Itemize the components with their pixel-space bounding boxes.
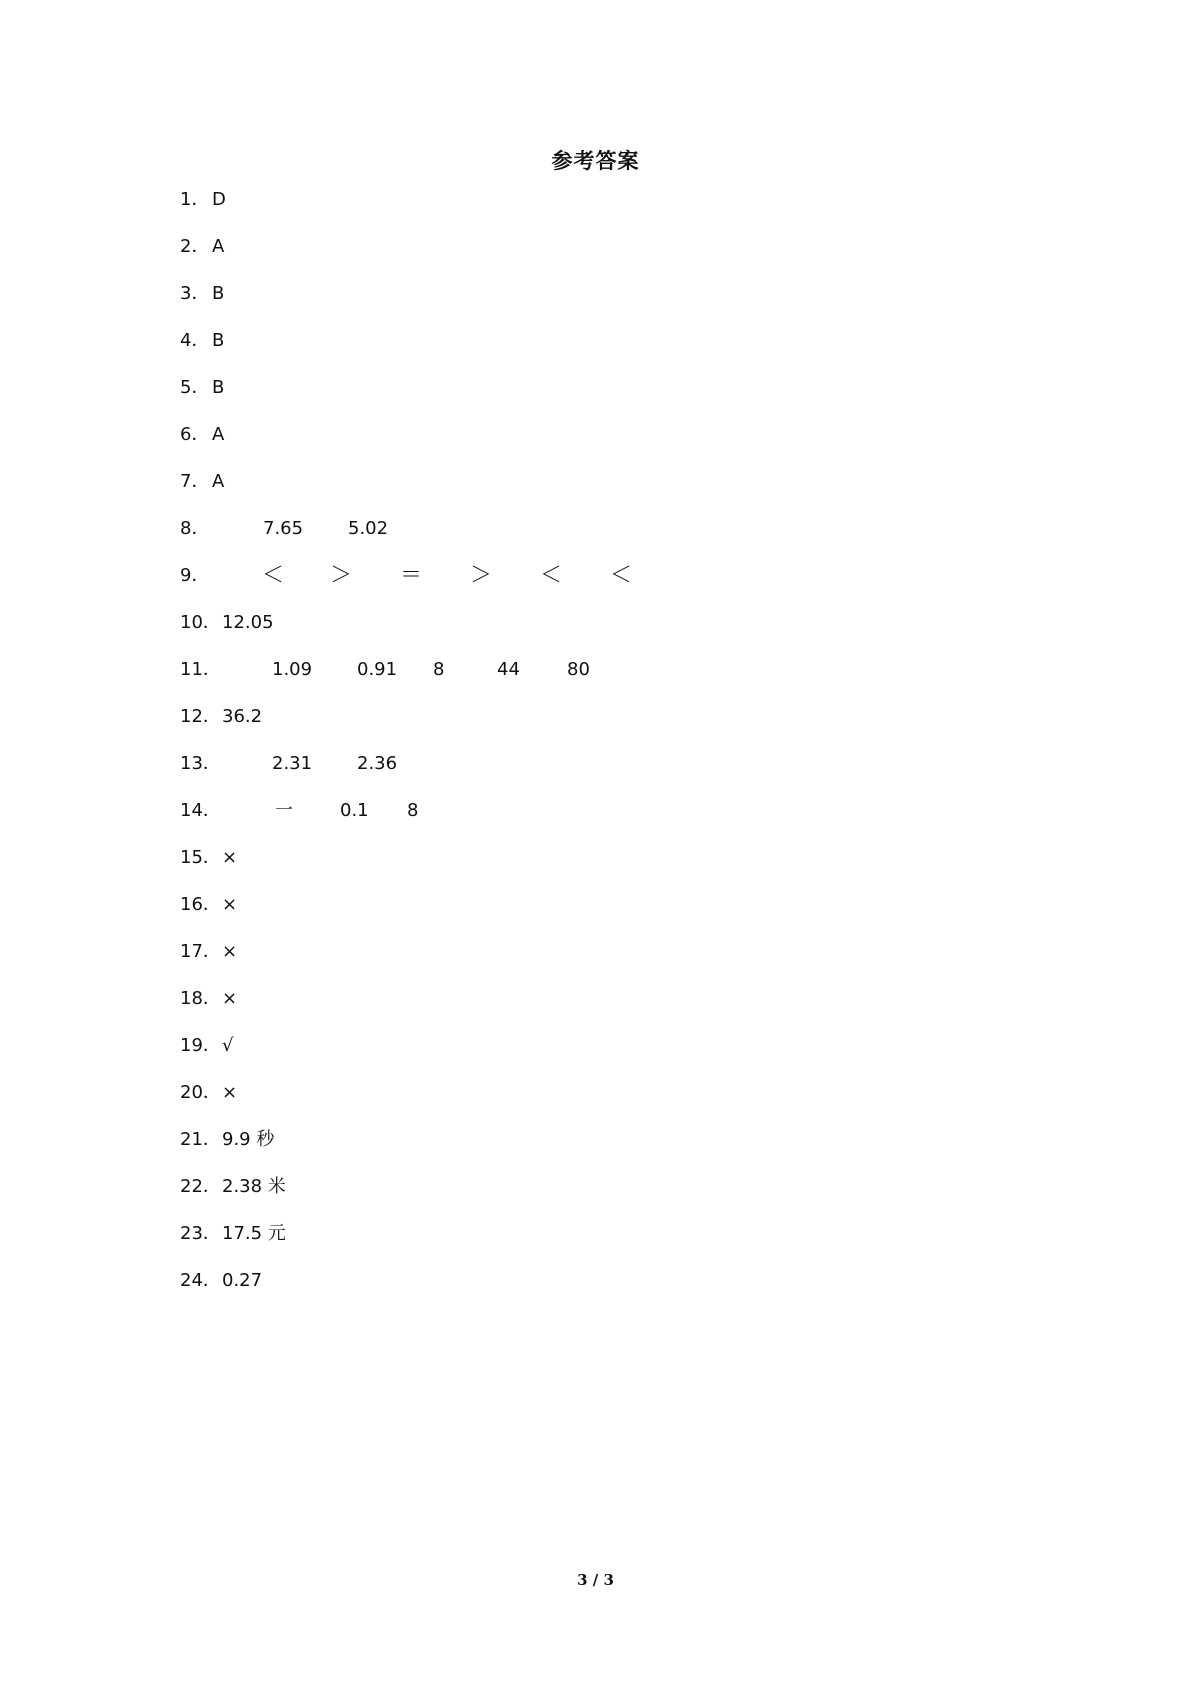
- answer-number: 1．: [180, 189, 210, 210]
- answer-row: [180, 844, 1000, 891]
- answer-number: 23．: [180, 1223, 221, 1244]
- answer-value: 36.2: [222, 706, 263, 727]
- answer-value: 0.91: [357, 659, 398, 680]
- answer-value: 0.27: [222, 1270, 263, 1291]
- answer-number: 9．: [180, 565, 210, 586]
- answer-number: 16．: [180, 894, 221, 915]
- answer-value: B: [212, 377, 225, 398]
- answer-number: 3．: [180, 283, 210, 304]
- answer-row: [180, 703, 1000, 750]
- answer-number: 7．: [180, 471, 210, 492]
- answer-value: 一: [275, 800, 293, 821]
- answer-value: ＝: [400, 563, 423, 588]
- answer-row: [180, 515, 1000, 562]
- answer-row: [180, 374, 1000, 421]
- answer-row: [180, 1079, 1000, 1126]
- answer-number: 10．: [180, 612, 221, 633]
- answer-value: 44: [497, 659, 520, 680]
- answer-number: 4．: [180, 330, 210, 351]
- answer-list: [180, 186, 1000, 1314]
- answer-value: ×: [222, 988, 238, 1009]
- answer-row: [180, 186, 1000, 233]
- answer-row: [180, 562, 1000, 609]
- answer-value: 8: [407, 800, 419, 821]
- answer-row: [180, 280, 1000, 327]
- answer-number: 6．: [180, 424, 210, 445]
- answer-value: ＜: [610, 563, 633, 588]
- answer-value: ＜: [540, 563, 563, 588]
- answer-number: 11．: [180, 659, 221, 680]
- answer-row: [180, 1267, 1000, 1314]
- answer-number: 24．: [180, 1270, 221, 1291]
- answer-row: [180, 421, 1000, 468]
- answer-value: ×: [222, 941, 238, 962]
- answer-value: 8: [433, 659, 445, 680]
- answer-row: [180, 750, 1000, 797]
- answer-row: [180, 327, 1000, 374]
- answer-value: B: [212, 330, 225, 351]
- answer-value: √: [222, 1035, 234, 1056]
- answer-value: 2.38 米: [222, 1176, 286, 1197]
- answer-value: 5.02: [348, 518, 389, 539]
- answer-row: [180, 468, 1000, 515]
- answer-number: 15．: [180, 847, 221, 868]
- answer-value: B: [212, 283, 225, 304]
- answer-number: 13．: [180, 753, 221, 774]
- answer-value: ＜: [262, 563, 285, 588]
- answer-value: A: [212, 424, 225, 445]
- page-number: 3 / 3: [577, 1571, 614, 1589]
- answer-row: [180, 1032, 1000, 1079]
- answer-value: 17.5 元: [222, 1223, 286, 1244]
- answer-value: ×: [222, 847, 238, 868]
- answer-number: 8．: [180, 518, 210, 539]
- answer-number: 18．: [180, 988, 221, 1009]
- answer-value: 2.31: [272, 753, 313, 774]
- answer-number: 22．: [180, 1176, 221, 1197]
- answer-value: 2.36: [357, 753, 398, 774]
- answer-number: 20．: [180, 1082, 221, 1103]
- answer-value: 0.1: [340, 800, 369, 821]
- answer-row: [180, 938, 1000, 985]
- answer-value: 9.9 秒: [222, 1129, 275, 1150]
- answer-number: 5．: [180, 377, 210, 398]
- answer-row: [180, 985, 1000, 1032]
- answer-number: 17．: [180, 941, 221, 962]
- answer-number: 19．: [180, 1035, 221, 1056]
- answer-row: [180, 1126, 1000, 1173]
- answer-row: [180, 1220, 1000, 1267]
- answer-value: D: [212, 189, 226, 210]
- answer-number: 21．: [180, 1129, 221, 1150]
- answer-value: ×: [222, 1082, 238, 1103]
- answer-value: A: [212, 236, 225, 257]
- answer-row: [180, 656, 1000, 703]
- answer-value: 7.65: [263, 518, 304, 539]
- answer-value: 80: [567, 659, 590, 680]
- page-title: 参考答案: [551, 149, 640, 173]
- answer-value: A: [212, 471, 225, 492]
- answer-value: ×: [222, 894, 238, 915]
- answer-row: [180, 797, 1000, 844]
- answer-number: 14．: [180, 800, 221, 821]
- answer-row: [180, 609, 1000, 656]
- answer-row: [180, 233, 1000, 280]
- answer-value: 12.05: [222, 612, 274, 633]
- answer-row: [180, 1173, 1000, 1220]
- answer-row: [180, 891, 1000, 938]
- answer-value: 1.09: [272, 659, 313, 680]
- answer-number: 12．: [180, 706, 221, 727]
- answer-number: 2．: [180, 236, 210, 257]
- answer-value: ＞: [330, 563, 353, 588]
- answer-value: ＞: [470, 563, 493, 588]
